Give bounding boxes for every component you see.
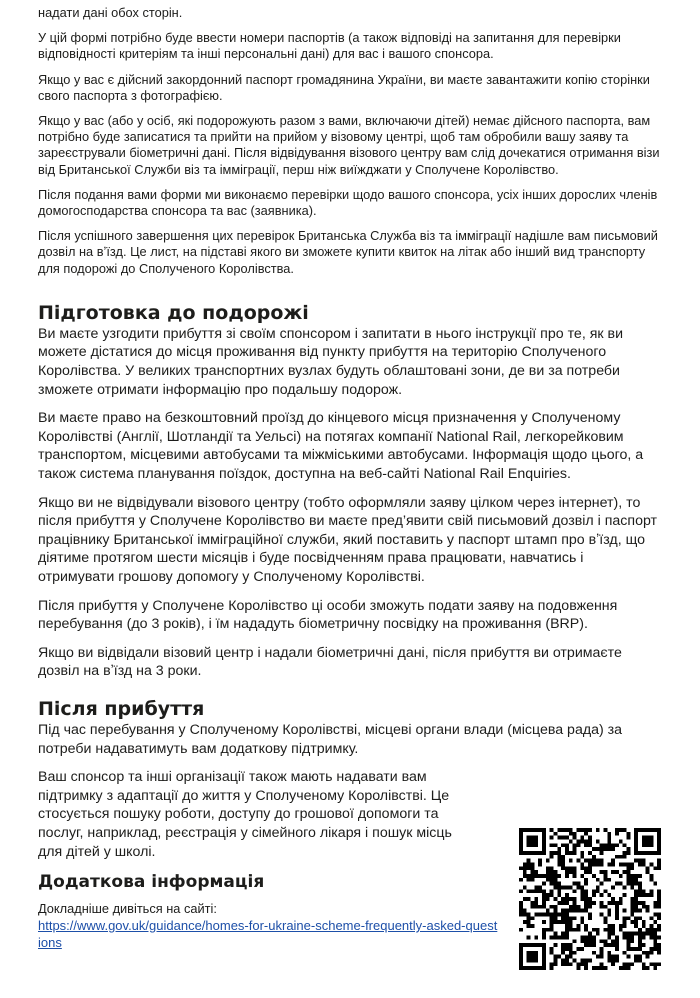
prep-paragraph-2: Ви маєте право на безкоштовний проїзд до кінцевого місця призначення у Сполученому Королівстві (Англії, Шотландії та Уельсі) на потягах компанії National Rail, легкорейковим транспортом, місцевими автобусами та міжміськими автобусами. Інформація щодо цього, а також система планування поїздок, доступна на веб-сайті National Rail Enquiries. (38, 410, 644, 482)
prep-paragraph-4: Після прибуття у Сполучене Королівство ці особи зможуть подати заяву на подовження перебування (до 3 років), і їм нададуть біометричну посвідку на проживання (BRP). (38, 597, 618, 633)
faq-link[interactable]: https://www.gov.uk/guidance/homes-for-ukraine-scheme-frequently-asked-questions (38, 918, 498, 951)
prep-paragraph-5: Якщо ви відвідали візовий центр і надали біометричні дані, після прибуття ви отримаєте дозвіл на вʼїзд на 3 роки. (38, 644, 622, 680)
more-label: Докладніше дивіться на сайті: (38, 901, 217, 917)
prep-section (38, 325, 662, 681)
after-paragraph-1: Під час перебування у Сполученому Королівстві, місцеві органи влади (місцева рада) за потреби надаватимуть вам додаткову підтримку. (38, 721, 623, 757)
intro-paragraph-1: надати дані обох сторін. (38, 5, 183, 20)
intro-paragraph-5: Після подання вами форми ми виконаємо перевірки щодо вашого спонсора, усіх інших дорослих членів домогосподарства спонсора та вас (заявника). (38, 186, 658, 219)
more-heading: Додаткова інформація (38, 872, 265, 893)
document-page (0, 5, 700, 998)
intro-paragraph-4: Якщо у вас (або у осіб, які подорожують разом з вами, включаючи дітей) немає дійсного паспорта, вам потрібно буде записатися та прийти на прийом у візовому центрі, щоб там обробили вашу заяву та зареєстрували біометричні дані. Після відвідування візового центру вам слід дочекатися отримання візи від Британської Служби віз та імміграції, перш ніж виїжджати у Сполучене Королівство. (38, 113, 660, 177)
intro-section (38, 5, 662, 277)
intro-paragraph-6: Після успішного завершення цих перевірок Британська Служба віз та імміграції надішле вам письмовий дозвіл на вʼїзд. Це лист, на підставі якого ви зможете купити квиток на літак або інший вид транспорту для подорожі до Сполученого Королівства. (38, 228, 658, 276)
after-heading: Після прибуття (38, 697, 205, 720)
after-paragraph-2: Ваш спонсор та інші організації також мають надавати вам підтримку з адаптації до життя у Сполученому Королівстві. Це стосується пошуку роботи, доступу до грошової допомоги та послуг, наприклад, реєстрація у сімейного лікаря і пошук місць для дітей у школі. (38, 769, 452, 860)
prep-paragraph-3: Якщо ви не відвідували візового центру (тобто оформляли заяву цілком через інтернет), то після прибуття у Сполучене Королівство ви маєте пред’явити свій письмовий дозвіл і паспорт працівнику Британської імміграційної служби, який поставить у паспорт штамп про вʼїзд, що діятиме протягом шести місяців і буде посвідченням права працювати, навчатись і отримувати грошову допомогу у Сполученому Королівстві. (38, 494, 658, 585)
prep-paragraph-1: Ви маєте узгодити прибуття зі своїм спонсором і запитати в нього інструкції про те, як ви можете дістатися до місця проживання від пункту прибуття на територію Сполученого Королівства. У великих транспортних вузлах будуть облаштовані зони, де ви за потреби зможете отримати інформацію про подальшу подорож. (38, 325, 623, 398)
prep-heading: Підготовка до подорожі (38, 301, 309, 324)
qr-code-icon (519, 828, 661, 970)
intro-paragraph-2: У цій формі потрібно буде ввести номери паспортів (а також відповіді на запитання для перевірки відповідності критеріям та інші персональні дані) для вас і вашого спонсора. (38, 30, 621, 62)
intro-paragraph-3: Якщо у вас є дійсний закордонний паспорт громадянина України, ви маєте завантажити копію сторінки свого паспорта з фотографією. (38, 71, 650, 103)
